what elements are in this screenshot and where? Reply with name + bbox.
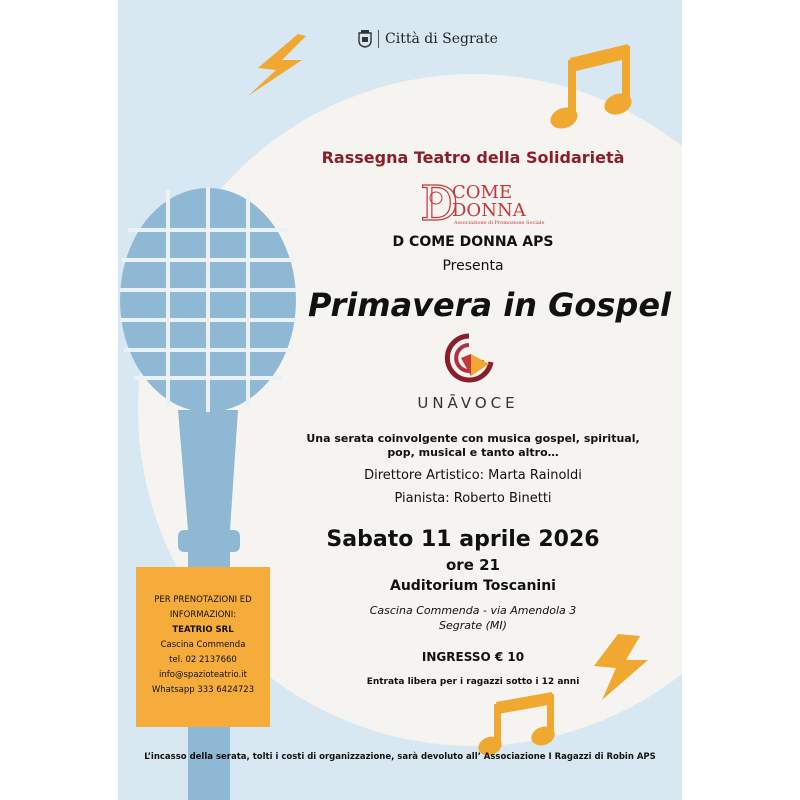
logo-word-donna: DONNA [452,200,526,221]
event-date: Sabato 11 aprile 2026 [326,527,600,552]
booking-heading-line1: PER PRENOTAZIONI ED [154,595,252,605]
city-separator [378,30,379,48]
booking-phone[interactable]: tel. 02 2137660 [169,655,237,665]
organizer-name: D COME DONNA APS [392,234,554,250]
booking-location: Cascina Commenda [160,640,246,650]
event-venue: Auditorium Toscanini [390,578,556,594]
lightning-icon [236,30,316,102]
booking-heading-line2: INFORMAZIONI: [169,610,237,620]
lightning-icon [588,630,658,704]
free-entry-note: Entrata libera per i ragazzi sotto i 12 anni [366,677,580,687]
pianist: Pianista: Roberto Binetti [394,491,552,506]
city-crest-icon [358,30,372,48]
event-description: Una serata coinvolgente con musica gospel, spiritual, pop, musical e tanto altro… [306,432,640,459]
booking-info-box [136,567,270,727]
booking-email[interactable]: info@spazioteatrio.it [159,670,247,680]
venue-address: Cascina Commenda - via Amendola 3 [369,604,577,617]
series-title: Rassegna Teatro della Solidarietà [321,148,625,167]
city-header [358,30,498,48]
music-note-icon [476,690,568,760]
artistic-director: Direttore Artistico: Marta Rainoldi [364,468,582,483]
logo-tagline: Associazione di Promozione Sociale [454,220,545,226]
event-poster [118,0,682,800]
presenta-label: Presenta [442,258,504,274]
music-note-icon [548,30,648,140]
booking-whatsapp[interactable]: Whatsapp 333 6424723 [151,685,255,695]
event-title: Primavera in Gospel [308,286,671,324]
entry-price: INGRESSO € 10 [421,650,525,664]
event-time: ore 21 [446,556,500,574]
venue-city: Segrate (MI) [439,619,507,632]
footer-note: L’incasso della serata, tolti i costi di organizzazione, sarà devoluto all’ Associazione I Ragazzi di Robin APS [144,752,656,762]
logo-word-come: COME [452,182,513,203]
booking-company: TEATRIO SRL [172,625,234,635]
unavoce-logo-icon [443,332,495,384]
city-name: Città di Segrate [385,31,498,47]
logo-letter: D [420,178,459,228]
d-come-donna-logo [418,178,550,228]
ensemble-name: UNĀVOCE [417,394,519,412]
